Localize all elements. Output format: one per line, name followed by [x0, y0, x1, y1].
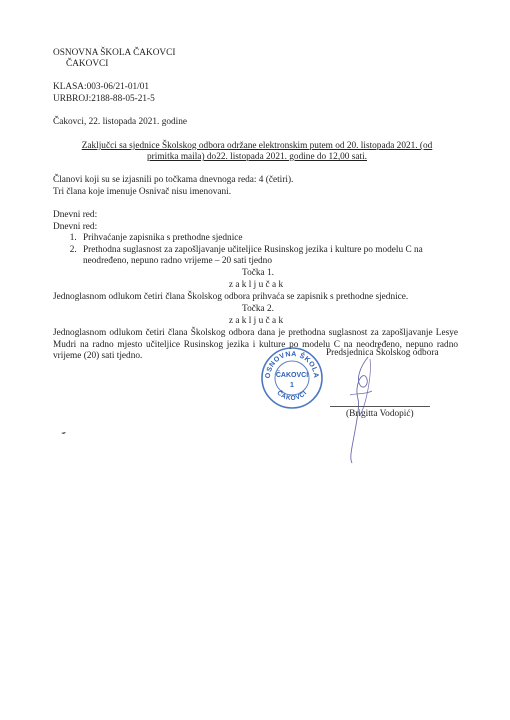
document-title-line-2: primitka maila) do22. listopada 2021. godine do 12,00 sati. [147, 152, 367, 162]
date-line: Čakovci, 22. listopada 2021. godine [53, 117, 188, 127]
svg-text:ČAKOVCI: ČAKOVCI [275, 389, 309, 403]
agenda-item: 1. Prihvaćanje zapisnika s prethodne sjednice [79, 233, 459, 245]
svg-text:ČAKOVCI: ČAKOVCI [275, 372, 309, 379]
school-place: ČAKOVCI [66, 59, 109, 69]
school-name: OSNOVNA ŠKOLA ČAKOVCI [53, 48, 176, 58]
agenda-heading: Dnevni red: [53, 210, 98, 220]
svg-text:1: 1 [290, 382, 294, 389]
svg-text:OSNOVNA ŠKOLA: OSNOVNA ŠKOLA [264, 350, 320, 379]
agenda-heading-repeat: Dnevni red: [53, 222, 98, 232]
klasa-number: KLASA:003-06/21-01/01 [53, 82, 150, 92]
stray-ink-mark [61, 431, 67, 435]
point-1-title: Točka 1. [242, 268, 274, 278]
document-title-line-1: Zaključci sa sjednice Školskog odbora održane elektronskim putem od 20. listopada 2021. (od [81, 141, 433, 151]
point-1-label: z a k l j u č a k [228, 280, 284, 290]
point-2-title: Točka 2. [242, 304, 274, 314]
school-seal-stamp [260, 346, 324, 410]
intro-members: Članovi koji su se izjasnili po točkama dnevnoga reda: 4 (četiri). [53, 175, 294, 185]
agenda-item: 2. Prethodna suglasnost za zapošljavanje učiteljice Rusinskog jezika i kulture po modelu C na neodređeno, nepuno radno vrijeme – 20 sati tjedno [79, 245, 459, 268]
signature-role: Predsjednica Školskog odbora [326, 348, 439, 358]
point-2-label: z a k l j u č a k [228, 316, 284, 326]
agenda-list [53, 233, 459, 268]
point-1-conclusion: Jednoglasnom odlukom četiri člana Školskog odbora prihvaća se zapisnik s prethodne sjednice. [53, 292, 409, 302]
intro-founder-note: Tri člana koje imenuje Osnivač nisu imenovani. [53, 187, 232, 197]
urbroj-number: URBROJ:2188-88-05-21-5 [53, 94, 155, 104]
signature-line [330, 406, 430, 407]
point-2-conclusion: Jednoglasnom odlukom četiri člana Školskog odbora dana je prethodna suglasnost za zapošljavanje Lesye Mudri na radno mjesto učiteljice Rusinskog jezika i kulture po modelu C na neodređeno, nepuno radno vrijeme (20) sati tjedno. [53, 328, 458, 361]
signatory-name: (Brigitta Vodopić) [346, 409, 414, 419]
